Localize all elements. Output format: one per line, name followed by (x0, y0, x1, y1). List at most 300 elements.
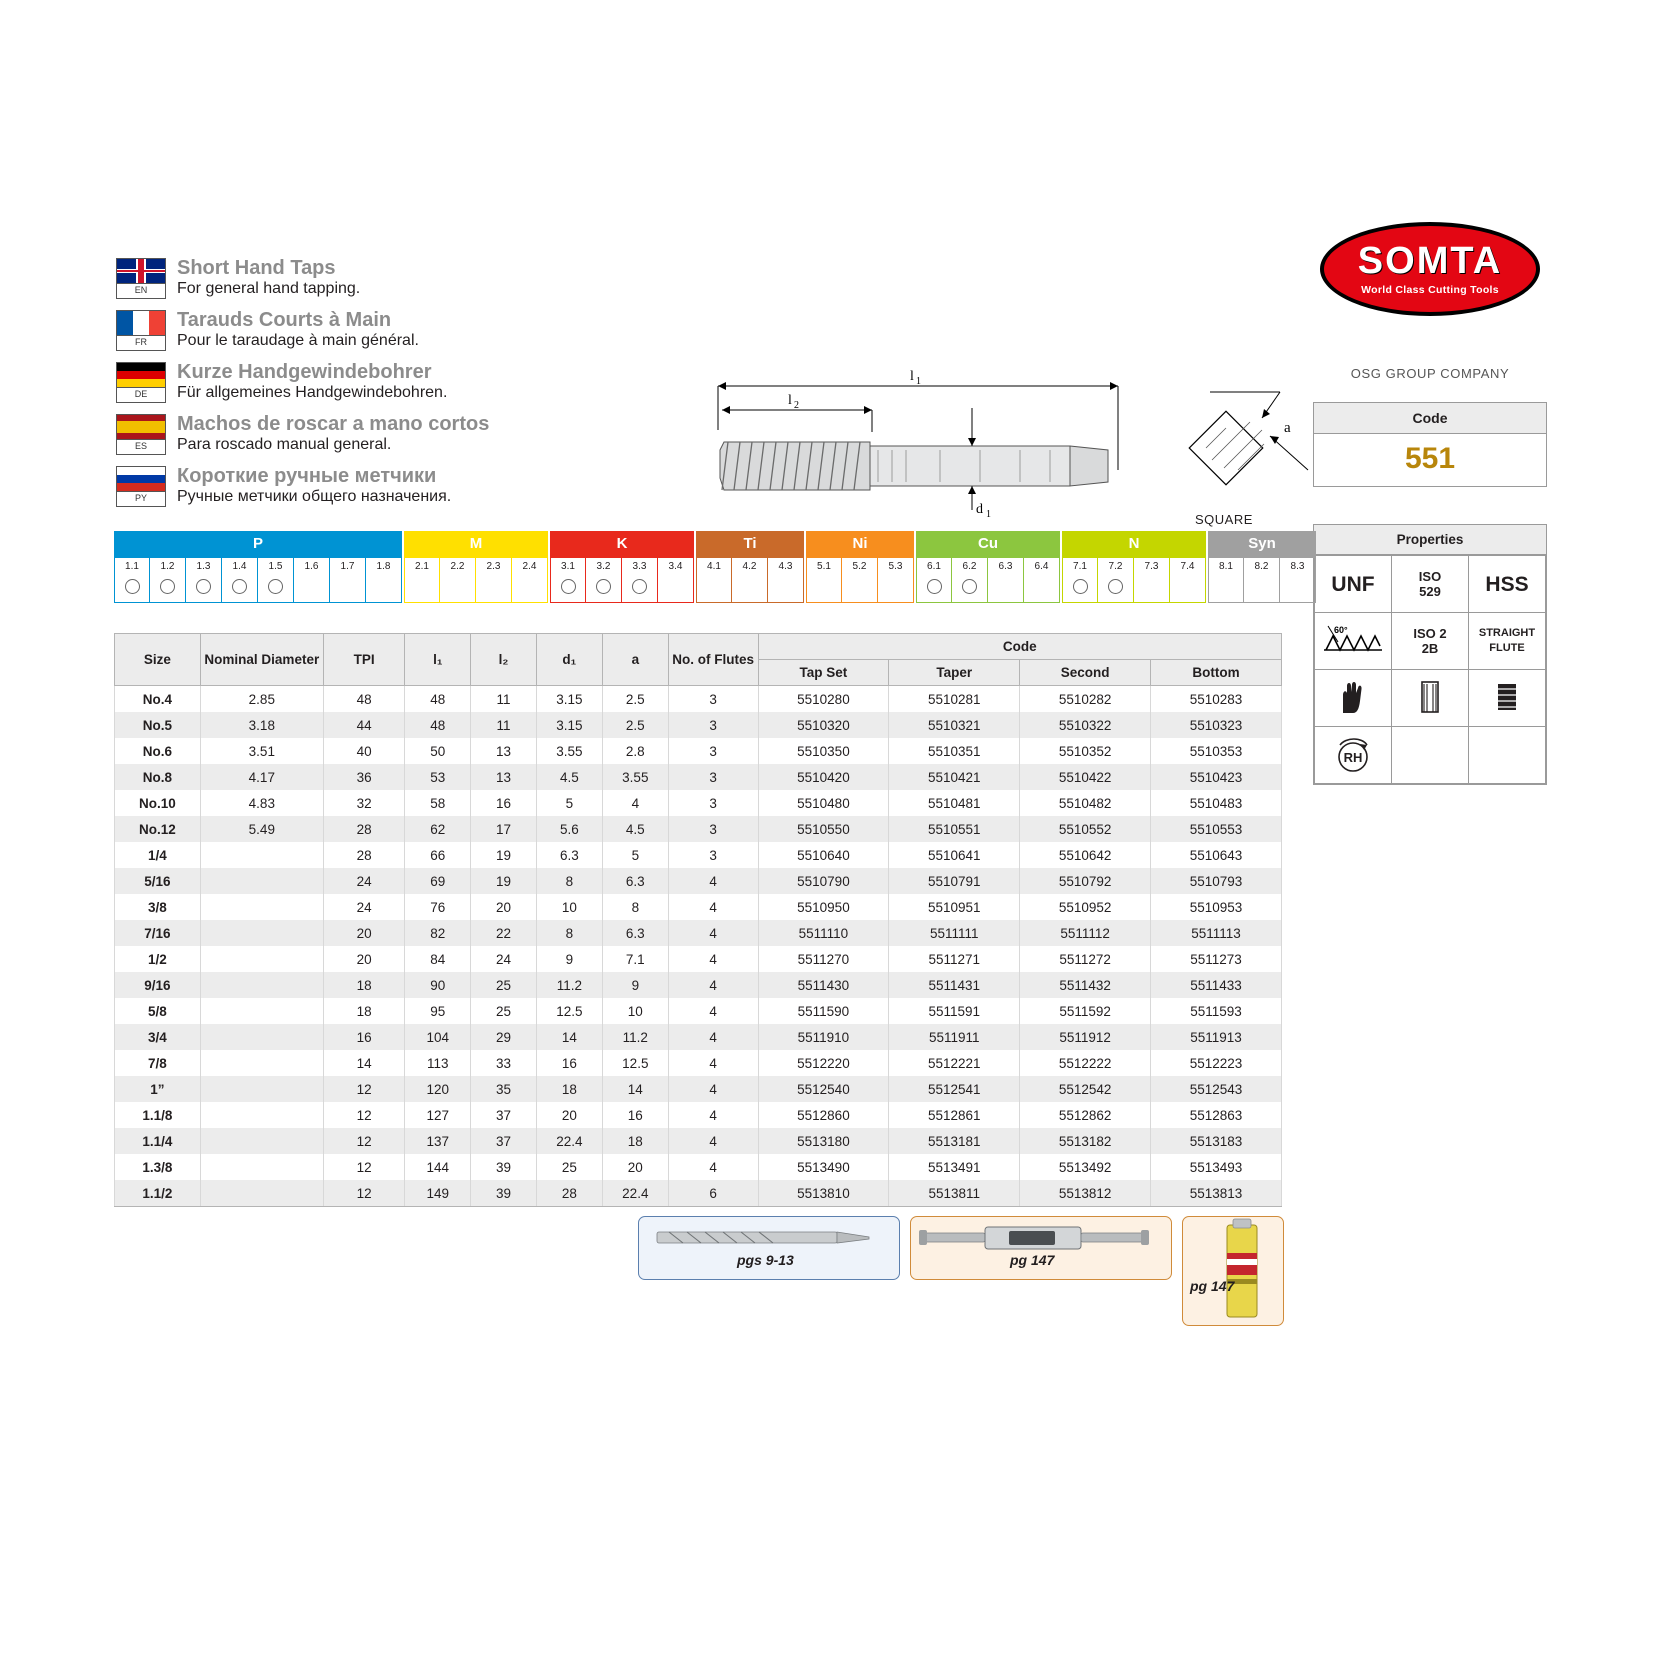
material-group-cu (916, 531, 1060, 603)
table-row (115, 686, 1282, 713)
table-cell: 5511591 (889, 998, 1020, 1024)
material-group-syn (1208, 531, 1316, 603)
material-cell-1.2 (150, 557, 186, 603)
th-code: Code (758, 634, 1282, 660)
table-cell: 3/8 (115, 894, 201, 920)
table-cell: 76 (405, 894, 471, 920)
table-cell: 5513492 (1020, 1154, 1151, 1180)
table-cell: 22.4 (602, 1180, 668, 1207)
table-cell: 5.49 (200, 816, 323, 842)
material-group-label: K (550, 531, 694, 557)
title-fr: Tarauds Courts à Main (177, 309, 392, 331)
table-cell: 5513183 (1151, 1128, 1282, 1154)
table-cell: 5510951 (889, 894, 1020, 920)
table-cell: 5511113 (1151, 920, 1282, 946)
table-cell: 5510351 (889, 738, 1020, 764)
material-group-k (550, 531, 694, 603)
table-cell: 120 (405, 1076, 471, 1102)
table-cell: 5513491 (889, 1154, 1020, 1180)
table-cell: 39 (471, 1154, 537, 1180)
material-cell-number: 5.3 (888, 561, 903, 572)
table-cell: 5511590 (758, 998, 889, 1024)
language-code-de: DE (116, 388, 166, 403)
property-empty-1 (1392, 727, 1469, 784)
table-cell: 5510280 (758, 686, 889, 713)
table-row (115, 764, 1282, 790)
drill-reference-badge[interactable] (638, 1216, 900, 1280)
material-cell-number: 3.1 (561, 561, 575, 572)
flag-en (116, 258, 168, 299)
material-application-bar (114, 531, 1305, 603)
table-cell: 5513182 (1020, 1128, 1151, 1154)
table-cell: 37 (471, 1128, 537, 1154)
th-second: Second (1020, 660, 1151, 686)
table-cell: 16 (602, 1102, 668, 1128)
svg-text:2: 2 (794, 400, 799, 411)
table-cell: 137 (405, 1128, 471, 1154)
table-row (115, 920, 1282, 946)
table-cell (200, 1024, 323, 1050)
table-cell: 2.8 (602, 738, 668, 764)
table-cell: 4.83 (200, 790, 323, 816)
material-cell-1.6 (294, 557, 330, 603)
material-dot-empty (853, 579, 866, 592)
table-cell: 113 (405, 1050, 471, 1076)
material-dot-empty (1291, 579, 1304, 592)
table-cell: 50 (405, 738, 471, 764)
table-cell: 5511270 (758, 946, 889, 972)
material-cell-5.2 (842, 557, 878, 603)
svg-text:l: l (910, 369, 914, 384)
material-cell-1.1 (114, 557, 150, 603)
language-row-ru (116, 466, 676, 507)
table-cell: 39 (471, 1180, 537, 1207)
table-cell: 5510952 (1020, 894, 1151, 920)
material-dot-empty (889, 579, 902, 592)
table-cell: 5510323 (1151, 712, 1282, 738)
language-row-de (116, 362, 676, 403)
uk-flag-icon (116, 258, 166, 284)
table-cell: 22.4 (536, 1128, 602, 1154)
material-cell-number: 1.6 (304, 561, 319, 572)
table-cell: 5510480 (758, 790, 889, 816)
table-cell (200, 972, 323, 998)
table-cell: 5513810 (758, 1180, 889, 1207)
table-cell: No.8 (115, 764, 201, 790)
table-cell: 5511430 (758, 972, 889, 998)
somta-logo (1320, 222, 1540, 332)
table-cell: 29 (471, 1024, 537, 1050)
material-cell-number: 1.4 (232, 561, 247, 572)
table-cell: 5510422 (1020, 764, 1151, 790)
material-cell-1.7 (330, 557, 366, 603)
table-cell: 5/8 (115, 998, 201, 1024)
language-row-fr (116, 310, 676, 351)
table-cell: 4 (668, 998, 758, 1024)
material-cell-number: 3.2 (596, 561, 611, 572)
table-cell: 4 (668, 1128, 758, 1154)
table-cell: 14 (602, 1076, 668, 1102)
table-cell: 5510640 (758, 842, 889, 868)
material-cell-number: 8.3 (1290, 561, 1305, 572)
material-group-n (1062, 531, 1206, 603)
table-cell: 90 (405, 972, 471, 998)
table-cell (200, 1180, 323, 1207)
material-cell-number: 1.8 (376, 561, 391, 572)
code-header: Code (1314, 403, 1546, 434)
material-cell-number: 5.1 (817, 561, 831, 572)
table-cell: 5512540 (758, 1076, 889, 1102)
table-cell: 5512220 (758, 1050, 889, 1076)
table-cell: 10 (536, 894, 602, 920)
table-cell: 3.15 (536, 712, 602, 738)
table-cell: 4.5 (602, 816, 668, 842)
table-cell: 5510553 (1151, 816, 1282, 842)
table-cell: 5510793 (1151, 868, 1282, 894)
table-cell: 5511273 (1151, 946, 1282, 972)
material-cell-7.3 (1134, 557, 1170, 603)
table-cell: 5512222 (1020, 1050, 1151, 1076)
table-cell: 5511433 (1151, 972, 1282, 998)
th-bottom: Bottom (1151, 660, 1282, 686)
dimensions-table (114, 633, 1282, 1207)
table-cell: 4 (668, 894, 758, 920)
code-value: 551 (1404, 442, 1456, 475)
material-group-label: P (114, 531, 402, 557)
table-row (115, 1154, 1282, 1180)
material-cell-3.1 (550, 557, 586, 603)
table-cell: 5510352 (1020, 738, 1151, 764)
material-cell-5.3 (878, 557, 914, 603)
table-cell: 5510322 (1020, 712, 1151, 738)
table-cell: 5511910 (758, 1024, 889, 1050)
material-group-label: N (1062, 531, 1206, 557)
table-cell: 5512221 (889, 1050, 1020, 1076)
table-cell: 5510423 (1151, 764, 1282, 790)
material-cell-4.1 (696, 557, 732, 603)
material-dot-empty (487, 579, 500, 592)
table-cell: 66 (405, 842, 471, 868)
table-cell: 1.3/8 (115, 1154, 201, 1180)
table-cell: 1” (115, 1076, 201, 1102)
table-cell: 4 (668, 1050, 758, 1076)
material-cell-2.3 (476, 557, 512, 603)
table-row (115, 1180, 1282, 1207)
russia-flag-icon (116, 466, 166, 492)
svg-text:d: d (976, 502, 983, 517)
svg-text:1: 1 (916, 376, 921, 387)
material-dot-empty (1145, 579, 1158, 592)
table-row (115, 712, 1282, 738)
table-cell: 36 (323, 764, 404, 790)
table-cell: 84 (405, 946, 471, 972)
material-group-label: Ti (696, 531, 804, 557)
table-cell: 40 (323, 738, 404, 764)
cutting-fluid-reference-label: pg 147 (1190, 1278, 1235, 1294)
material-cell-3.3 (622, 557, 658, 603)
table-cell: 5512861 (889, 1102, 1020, 1128)
table-cell: 14 (323, 1050, 404, 1076)
table-cell (200, 920, 323, 946)
table-row (115, 894, 1282, 920)
material-cell-number: 1.7 (340, 561, 355, 572)
property-unf: UNF (1315, 556, 1392, 613)
table-cell: 12 (323, 1180, 404, 1207)
table-cell: 5510282 (1020, 686, 1151, 713)
table-cell: 5510641 (889, 842, 1020, 868)
th-flutes: No. of Flutes (668, 634, 758, 686)
property-straight-flute: STRAIGHT FLUTE (1469, 613, 1546, 670)
thread-angle-60-icon (1315, 613, 1392, 670)
material-dot-filled (927, 579, 942, 594)
table-cell (200, 1154, 323, 1180)
table-cell: 6.3 (602, 868, 668, 894)
material-cell-3.4 (658, 557, 694, 603)
table-row (115, 1076, 1282, 1102)
table-row (115, 842, 1282, 868)
material-cell-2.4 (512, 557, 548, 603)
table-cell: 5511432 (1020, 972, 1151, 998)
table-cell: 5511271 (889, 946, 1020, 972)
table-row (115, 998, 1282, 1024)
table-cell: 48 (405, 712, 471, 738)
th-a: a (602, 634, 668, 686)
material-group-ti (696, 531, 804, 603)
material-group-m (404, 531, 548, 603)
table-cell: 3 (668, 842, 758, 868)
material-dot-empty (377, 579, 390, 592)
material-dot-filled (1073, 579, 1088, 594)
language-code-fr: FR (116, 336, 166, 351)
table-cell: 12 (323, 1154, 404, 1180)
flag-fr (116, 310, 168, 351)
table-cell: 18 (602, 1128, 668, 1154)
svg-text:a: a (1284, 420, 1291, 436)
table-cell: 3.18 (200, 712, 323, 738)
table-cell: 1/4 (115, 842, 201, 868)
table-cell: 12 (323, 1128, 404, 1154)
table-cell: 19 (471, 868, 537, 894)
material-dot-filled (160, 579, 175, 594)
material-dot-empty (708, 579, 721, 592)
material-cell-2.2 (440, 557, 476, 603)
material-cell-3.2 (586, 557, 622, 603)
table-cell: 24 (323, 894, 404, 920)
table-row (115, 1128, 1282, 1154)
table-cell: 10 (602, 998, 668, 1024)
table-cell: No.10 (115, 790, 201, 816)
table-cell (200, 946, 323, 972)
material-dot-empty (1035, 579, 1048, 592)
property-hss: HSS (1469, 556, 1546, 613)
material-dot-filled (125, 579, 140, 594)
material-dot-empty (669, 579, 682, 592)
table-cell: 48 (405, 686, 471, 713)
table-cell: 3.55 (602, 764, 668, 790)
table-cell: 3 (668, 686, 758, 713)
material-cell-number: 7.2 (1108, 561, 1123, 572)
flag-ru (116, 466, 168, 507)
material-dot-filled (232, 579, 247, 594)
material-cell-number: 3.4 (668, 561, 683, 572)
table-cell: 5 (536, 790, 602, 816)
table-cell: 3 (668, 764, 758, 790)
table-cell: 18 (323, 998, 404, 1024)
table-cell: 1.1/2 (115, 1180, 201, 1207)
table-cell: 5510420 (758, 764, 889, 790)
table-cell: 4 (602, 790, 668, 816)
table-cell: 5512542 (1020, 1076, 1151, 1102)
table-cell: 5511911 (889, 1024, 1020, 1050)
table-cell: 5510551 (889, 816, 1020, 842)
material-cell-number: 1.5 (268, 561, 283, 572)
right-hand-icon (1315, 727, 1392, 784)
table-cell: 9/16 (115, 972, 201, 998)
material-dot-empty (1181, 579, 1194, 592)
language-code-ru: PY (116, 492, 166, 507)
material-dot-filled (596, 579, 611, 594)
table-cell: 17 (471, 816, 537, 842)
th-l1: l₁ (405, 634, 471, 686)
osg-group-label: OSG GROUP COMPANY (1350, 366, 1510, 381)
table-cell: 16 (536, 1050, 602, 1076)
table-cell: 5510483 (1151, 790, 1282, 816)
material-cell-6.4 (1024, 557, 1060, 603)
material-cell-number: 4.3 (778, 561, 793, 572)
table-cell: 16 (323, 1024, 404, 1050)
table-cell: 28 (536, 1180, 602, 1207)
table-cell: 3 (668, 738, 758, 764)
material-dot-filled (1108, 579, 1123, 594)
table-cell: 11.2 (536, 972, 602, 998)
material-cell-8.2 (1244, 557, 1280, 603)
material-cell-number: 1.2 (160, 561, 175, 572)
table-cell: 5510643 (1151, 842, 1282, 868)
material-cell-number: 6.2 (962, 561, 977, 572)
material-dot-empty (743, 579, 756, 592)
table-cell: 4 (668, 946, 758, 972)
material-cell-number: 1.3 (196, 561, 211, 572)
material-cell-5.1 (806, 557, 842, 603)
table-cell (200, 998, 323, 1024)
material-cell-6.3 (988, 557, 1024, 603)
material-dot-empty (523, 579, 536, 592)
material-cell-7.4 (1170, 557, 1206, 603)
table-cell: No.5 (115, 712, 201, 738)
table-cell: 3/4 (115, 1024, 201, 1050)
table-cell: 35 (471, 1076, 537, 1102)
table-cell: 11.2 (602, 1024, 668, 1050)
table-cell: No.4 (115, 686, 201, 713)
table-cell: 12.5 (602, 1050, 668, 1076)
table-cell: 13 (471, 764, 537, 790)
table-cell: 20 (471, 894, 537, 920)
table-cell: 3 (668, 816, 758, 842)
table-cell: 127 (405, 1102, 471, 1128)
logo-tagline: World Class Cutting Tools (1361, 284, 1499, 296)
language-row-en (116, 258, 676, 299)
material-cell-number: 2.2 (450, 561, 465, 572)
table-cell: No.6 (115, 738, 201, 764)
tap-wrench-reference-badge[interactable] (910, 1216, 1172, 1280)
table-cell: 48 (323, 686, 404, 713)
material-dot-filled (632, 579, 647, 594)
table-cell: 5511592 (1020, 998, 1151, 1024)
subtitle-ru: Ручные метчики общего назначения. (177, 488, 452, 505)
material-cell-number: 6.4 (1034, 561, 1049, 572)
germany-flag-icon (116, 362, 166, 388)
material-group-ni (806, 531, 914, 603)
table-row (115, 1024, 1282, 1050)
table-cell (200, 1102, 323, 1128)
table-cell: 5512223 (1151, 1050, 1282, 1076)
flag-es (116, 414, 168, 455)
blind-hole-icon (1469, 670, 1546, 727)
table-cell: 5 (602, 842, 668, 868)
table-cell: 18 (536, 1076, 602, 1102)
table-cell: 4 (668, 972, 758, 998)
table-cell: 6.3 (536, 842, 602, 868)
material-cell-number: 5.2 (852, 561, 867, 572)
table-cell: 5513493 (1151, 1154, 1282, 1180)
material-group-label: Ni (806, 531, 914, 557)
table-cell: 37 (471, 1102, 537, 1128)
table-cell (200, 1128, 323, 1154)
language-descriptions (116, 258, 676, 518)
table-cell: 5510642 (1020, 842, 1151, 868)
material-cell-7.2 (1098, 557, 1134, 603)
table-cell: 14 (536, 1024, 602, 1050)
subtitle-de: Für allgemeines Handgewindebohren. (177, 384, 448, 401)
material-cell-1.8 (366, 557, 402, 603)
table-cell: 6 (668, 1180, 758, 1207)
th-d1: d₁ (536, 634, 602, 686)
table-cell: 5510791 (889, 868, 1020, 894)
material-dot-empty (1220, 579, 1233, 592)
table-cell: 8 (536, 920, 602, 946)
material-cell-number: 7.1 (1073, 561, 1087, 572)
table-cell: 7/8 (115, 1050, 201, 1076)
material-cell-1.4 (222, 557, 258, 603)
table-cell: 1/2 (115, 946, 201, 972)
material-cell-6.1 (916, 557, 952, 603)
table-cell: 5/16 (115, 868, 201, 894)
table-cell: 13 (471, 738, 537, 764)
table-cell: 25 (536, 1154, 602, 1180)
material-cell-number: 3.3 (632, 561, 647, 572)
table-cell: 12 (323, 1076, 404, 1102)
table-cell: 5510320 (758, 712, 889, 738)
table-cell: 5513812 (1020, 1180, 1151, 1207)
material-dot-filled (196, 579, 211, 594)
table-row (115, 946, 1282, 972)
table-cell: 7.1 (602, 946, 668, 972)
properties-box (1313, 524, 1547, 785)
code-box (1313, 402, 1547, 487)
table-cell: 5510482 (1020, 790, 1151, 816)
material-dot-empty (1255, 579, 1268, 592)
table-row (115, 790, 1282, 816)
cutting-fluid-reference-badge[interactable] (1182, 1216, 1284, 1326)
table-cell: 11 (471, 712, 537, 738)
table-cell: 24 (471, 946, 537, 972)
table-cell: 20 (323, 920, 404, 946)
th-size: Size (115, 634, 201, 686)
property-iso-2-2b: ISO 2 2B (1392, 613, 1469, 670)
table-cell: 3.15 (536, 686, 602, 713)
table-cell: 62 (405, 816, 471, 842)
material-cell-2.1 (404, 557, 440, 603)
